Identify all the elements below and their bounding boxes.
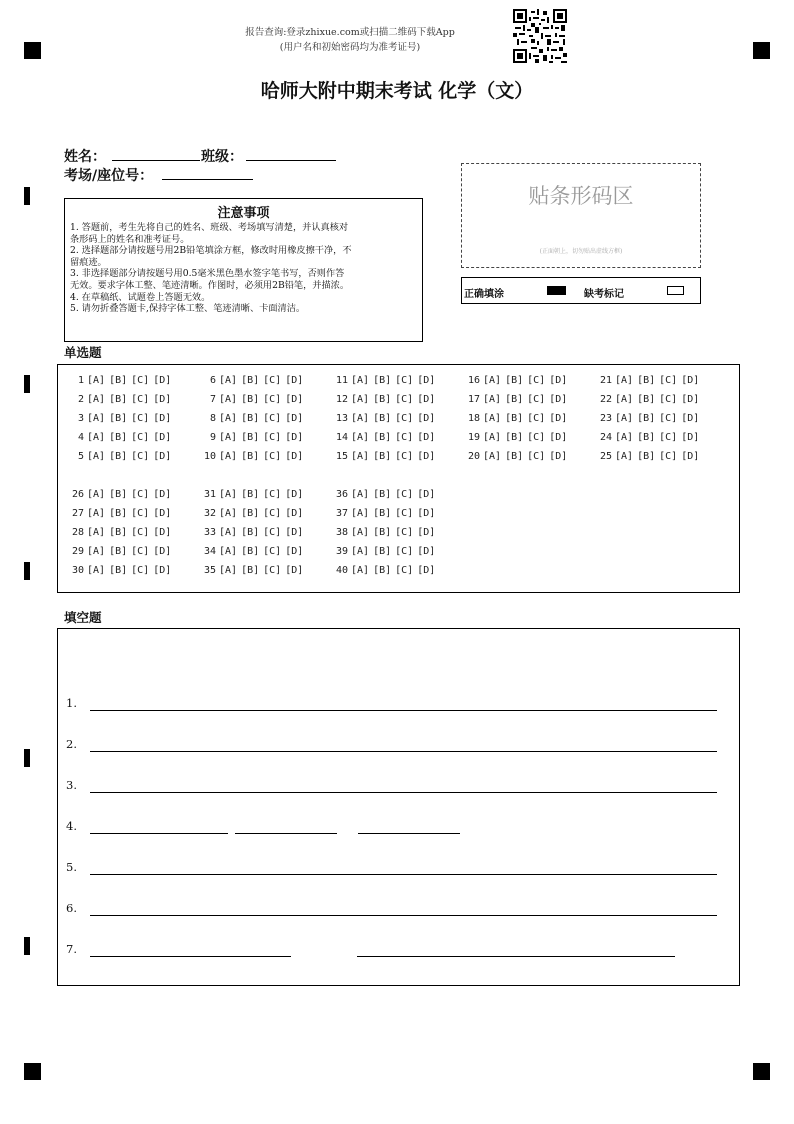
mc-section-title: 单选题 [64, 345, 102, 360]
answer-option-a[interactable]: [A] [483, 432, 502, 443]
answer-option-b[interactable]: [B] [241, 546, 260, 557]
answer-option-a[interactable]: [A] [483, 375, 502, 386]
answer-option-a[interactable]: [A] [219, 508, 238, 519]
mc-question [462, 413, 571, 424]
answer-option-c[interactable]: [C] [131, 432, 150, 443]
answer-option-c[interactable]: [C] [395, 546, 414, 557]
answer-option-a[interactable]: [A] [219, 432, 238, 443]
answer-option-b[interactable]: [B] [109, 432, 128, 443]
answer-option-c[interactable]: [C] [395, 565, 414, 576]
answer-option-c[interactable]: [C] [527, 451, 546, 462]
answer-option-b[interactable]: [B] [637, 413, 656, 424]
answer-option-b[interactable]: [B] [109, 413, 128, 424]
answer-option-d[interactable]: [D] [681, 375, 700, 386]
answer-option-c[interactable]: [C] [263, 432, 282, 443]
mc-question [330, 451, 439, 462]
mc-question [198, 508, 307, 519]
answer-option-d[interactable]: [D] [417, 451, 436, 462]
answer-option-a[interactable]: [A] [615, 394, 634, 405]
name-label: 姓名： [64, 149, 106, 165]
answer-option-c[interactable]: [C] [263, 413, 282, 424]
answer-option-a[interactable]: [A] [87, 546, 106, 557]
mc-question [330, 375, 439, 386]
question-number: 15 [335, 451, 348, 462]
answer-option-d[interactable]: [D] [417, 394, 436, 405]
answer-option-a[interactable]: [A] [219, 375, 238, 386]
mc-question [198, 565, 307, 576]
answer-option-d[interactable]: [D] [417, 432, 436, 443]
answer-option-b[interactable]: [B] [373, 546, 392, 557]
answer-option-c[interactable]: [C] [659, 394, 678, 405]
answer-option-a[interactable]: [A] [87, 489, 106, 500]
answer-line[interactable] [90, 874, 717, 875]
answer-option-a[interactable]: [A] [351, 565, 370, 576]
timing-mark [24, 937, 30, 955]
answer-option-a[interactable]: [A] [219, 527, 238, 538]
answer-option-a[interactable]: [A] [87, 565, 106, 576]
answer-option-d[interactable]: [D] [681, 394, 700, 405]
mc-question [198, 375, 307, 386]
answer-option-b[interactable]: [B] [373, 565, 392, 576]
answer-option-d[interactable]: [D] [153, 451, 172, 462]
mc-question [594, 375, 703, 386]
answer-option-c[interactable]: [C] [131, 394, 150, 405]
answer-line[interactable] [90, 833, 228, 834]
answer-option-a[interactable]: [A] [351, 432, 370, 443]
barcode-title: 贴条形码区 [528, 184, 634, 208]
blank-number: 4. [66, 819, 77, 833]
blank-number: 3. [66, 778, 77, 792]
mc-question [66, 413, 175, 424]
mc-question [330, 432, 439, 443]
answer-option-a[interactable]: [A] [483, 451, 502, 462]
answer-option-d[interactable]: [D] [549, 432, 568, 443]
instruction-line: 无效。要求字体工整、笔迹清晰。作图时，必须用2B铅笔，并描浓。 [70, 279, 350, 291]
seat-label: 考场/座位号： [64, 168, 154, 184]
timing-mark [24, 749, 30, 767]
answer-option-b[interactable]: [B] [637, 451, 656, 462]
mc-question [330, 394, 439, 405]
answer-option-d[interactable]: [D] [285, 394, 304, 405]
answer-option-a[interactable]: [A] [351, 375, 370, 386]
qr-code-icon [513, 9, 567, 63]
question-number: 35 [203, 565, 216, 576]
instruction-line: 2. 选择题部分请按题号用2B铅笔填涂方框，修改时用橡皮擦干净，不 [70, 245, 352, 257]
answer-option-a[interactable]: [A] [219, 394, 238, 405]
absent-mark-checkbox[interactable] [667, 286, 684, 295]
answer-option-a[interactable]: [A] [87, 432, 106, 443]
answer-option-c[interactable]: [C] [131, 565, 150, 576]
answer-option-d[interactable]: [D] [153, 432, 172, 443]
answer-option-b[interactable]: [B] [109, 451, 128, 462]
mc-question [198, 489, 307, 500]
answer-option-c[interactable]: [C] [395, 432, 414, 443]
mc-question [198, 527, 307, 538]
answer-option-b[interactable]: [B] [373, 451, 392, 462]
barcode-subtitle: (正面朝上，切勿贴出虚线方框) [539, 248, 623, 255]
answer-option-a[interactable]: [A] [351, 394, 370, 405]
answer-option-d[interactable]: [D] [417, 527, 436, 538]
mc-question [330, 546, 439, 557]
answer-option-a[interactable]: [A] [615, 375, 634, 386]
answer-option-d[interactable]: [D] [417, 546, 436, 557]
correct-fill-label: 正确填涂 [464, 289, 504, 300]
answer-option-a[interactable]: [A] [87, 508, 106, 519]
answer-option-c[interactable]: [C] [131, 375, 150, 386]
mc-question [66, 432, 175, 443]
mc-question [594, 394, 703, 405]
question-number: 6 [209, 375, 216, 386]
answer-option-b[interactable]: [B] [241, 451, 260, 462]
answer-option-a[interactable]: [A] [219, 451, 238, 462]
mc-question [66, 508, 175, 519]
answer-option-a[interactable]: [A] [483, 394, 502, 405]
answer-option-c[interactable]: [C] [659, 451, 678, 462]
answer-option-d[interactable]: [D] [681, 413, 700, 424]
answer-line[interactable] [90, 956, 291, 957]
answer-line[interactable] [357, 956, 675, 957]
answer-option-c[interactable]: [C] [395, 394, 414, 405]
answer-option-c[interactable]: [C] [263, 565, 282, 576]
answer-option-b[interactable]: [B] [109, 375, 128, 386]
timing-mark [24, 375, 30, 393]
absent-mark-label: 缺考标记 [584, 289, 624, 300]
answer-option-d[interactable]: [D] [417, 508, 436, 519]
question-number: 29 [71, 546, 84, 557]
answer-option-a[interactable]: [A] [351, 489, 370, 500]
mc-question [594, 413, 703, 424]
answer-option-c[interactable]: [C] [659, 432, 678, 443]
answer-option-d[interactable]: [D] [153, 546, 172, 557]
question-number: 22 [599, 394, 612, 405]
answer-option-d[interactable]: [D] [285, 546, 304, 557]
question-number: 32 [203, 508, 216, 519]
answer-option-d[interactable]: [D] [285, 489, 304, 500]
answer-line[interactable] [90, 751, 717, 752]
question-number: 3 [77, 413, 84, 424]
registration-mark [753, 1063, 770, 1080]
instruction-line: 留痕迹。 [70, 256, 107, 268]
answer-option-b[interactable]: [B] [373, 375, 392, 386]
answer-option-b[interactable]: [B] [241, 375, 260, 386]
answer-line[interactable] [90, 792, 717, 793]
question-number: 1 [77, 375, 84, 386]
question-number: 39 [335, 546, 348, 557]
mc-question [66, 451, 175, 462]
answer-option-a[interactable]: [A] [87, 451, 106, 462]
question-number: 21 [599, 375, 612, 386]
answer-line[interactable] [235, 833, 337, 834]
question-number: 18 [467, 413, 480, 424]
login-hint-text: (用户名和初始密码均为准考证号) [279, 42, 421, 53]
registration-mark [24, 1063, 41, 1080]
fill-section-title: 填空题 [64, 610, 102, 625]
exam-title: 哈师大附中期末考试 化学（文） [260, 80, 534, 102]
answer-option-a[interactable]: [A] [219, 413, 238, 424]
answer-option-a[interactable]: [A] [615, 432, 634, 443]
answer-option-a[interactable]: [A] [615, 451, 634, 462]
answer-option-d[interactable]: [D] [285, 451, 304, 462]
answer-option-d[interactable]: [D] [153, 413, 172, 424]
mc-question [462, 375, 571, 386]
answer-option-c[interactable]: [C] [395, 413, 414, 424]
mc-question [330, 413, 439, 424]
answer-option-c[interactable]: [C] [527, 394, 546, 405]
answer-option-c[interactable]: [C] [263, 527, 282, 538]
answer-option-b[interactable]: [B] [373, 508, 392, 519]
answer-option-a[interactable]: [A] [87, 527, 106, 538]
instructions-title: 注意事项 [217, 206, 270, 221]
answer-option-d[interactable]: [D] [681, 432, 700, 443]
fill-answer-box [57, 628, 740, 986]
answer-option-c[interactable]: [C] [395, 489, 414, 500]
answer-option-b[interactable]: [B] [109, 489, 128, 500]
answer-option-c[interactable]: [C] [263, 451, 282, 462]
answer-option-a[interactable]: [A] [219, 489, 238, 500]
question-number: 2 [77, 394, 84, 405]
answer-option-c[interactable]: [C] [131, 451, 150, 462]
question-number: 10 [203, 451, 216, 462]
answer-option-c[interactable]: [C] [527, 413, 546, 424]
question-number: 4 [77, 432, 84, 443]
answer-option-a[interactable]: [A] [615, 413, 634, 424]
question-number: 31 [203, 489, 216, 500]
blank-number: 2. [66, 737, 77, 751]
answer-option-d[interactable]: [D] [285, 565, 304, 576]
answer-option-b[interactable]: [B] [505, 413, 524, 424]
class-field[interactable] [246, 160, 336, 161]
answer-option-c[interactable]: [C] [131, 413, 150, 424]
question-number: 16 [467, 375, 480, 386]
answer-option-c[interactable]: [C] [395, 508, 414, 519]
question-number: 38 [335, 527, 348, 538]
answer-option-c[interactable]: [C] [131, 489, 150, 500]
answer-option-d[interactable]: [D] [417, 489, 436, 500]
mc-question [330, 565, 439, 576]
mc-question [198, 432, 307, 443]
question-number: 13 [335, 413, 348, 424]
answer-option-d[interactable]: [D] [417, 413, 436, 424]
answer-option-a[interactable]: [A] [219, 565, 238, 576]
answer-option-b[interactable]: [B] [373, 489, 392, 500]
answer-option-d[interactable]: [D] [285, 432, 304, 443]
answer-option-b[interactable]: [B] [637, 432, 656, 443]
instruction-line: 5. 请勿折叠答题卡,保持字体工整、笔迹清晰、卡面清洁。 [70, 303, 306, 315]
answer-option-b[interactable]: [B] [373, 394, 392, 405]
answer-option-b[interactable]: [B] [637, 375, 656, 386]
mc-question [198, 451, 307, 462]
answer-option-c[interactable]: [C] [659, 375, 678, 386]
instruction-line: 1. 答题前，考生先将自己的姓名、班级、考场填写清楚，并认真核对 [70, 222, 349, 233]
answer-option-b[interactable]: [B] [241, 527, 260, 538]
answer-option-b[interactable]: [B] [241, 394, 260, 405]
answer-option-d[interactable]: [D] [285, 413, 304, 424]
mc-question [198, 413, 307, 424]
answer-option-a[interactable]: [A] [87, 394, 106, 405]
answer-line[interactable] [90, 915, 717, 916]
answer-option-b[interactable]: [B] [241, 432, 260, 443]
answer-option-b[interactable]: [B] [241, 565, 260, 576]
blank-number: 6. [66, 901, 77, 915]
answer-option-c[interactable]: [C] [131, 508, 150, 519]
answer-option-a[interactable]: [A] [351, 413, 370, 424]
answer-option-c[interactable]: [C] [263, 375, 282, 386]
question-number: 36 [335, 489, 348, 500]
registration-mark [753, 42, 770, 59]
question-number: 33 [203, 527, 216, 538]
answer-option-c[interactable]: [C] [263, 394, 282, 405]
answer-line[interactable] [358, 833, 460, 834]
answer-option-c[interactable]: [C] [263, 546, 282, 557]
mc-question [462, 394, 571, 405]
mc-question [462, 451, 571, 462]
mc-question [330, 508, 439, 519]
answer-option-b[interactable]: [B] [109, 508, 128, 519]
blank-number: 5. [66, 860, 77, 874]
mc-question [594, 451, 703, 462]
answer-option-b[interactable]: [B] [109, 527, 128, 538]
answer-option-d[interactable]: [D] [153, 375, 172, 386]
answer-option-c[interactable]: [C] [131, 527, 150, 538]
mc-question [66, 375, 175, 386]
mc-question [66, 565, 175, 576]
question-number: 23 [599, 413, 612, 424]
answer-option-d[interactable]: [D] [153, 394, 172, 405]
blank-number: 1. [66, 696, 77, 710]
correct-fill-sample [547, 286, 566, 295]
answer-option-d[interactable]: [D] [417, 565, 436, 576]
answer-option-d[interactable]: [D] [153, 565, 172, 576]
answer-option-b[interactable]: [B] [373, 413, 392, 424]
answer-option-b[interactable]: [B] [505, 451, 524, 462]
answer-option-d[interactable]: [D] [153, 508, 172, 519]
answer-option-a[interactable]: [A] [351, 508, 370, 519]
answer-option-a[interactable]: [A] [87, 413, 106, 424]
answer-option-d[interactable]: [D] [549, 413, 568, 424]
answer-option-b[interactable]: [B] [505, 375, 524, 386]
report-query-text: 报告查询:登录zhixue.com或扫描二维码下载App [245, 27, 455, 38]
answer-option-c[interactable]: [C] [263, 508, 282, 519]
answer-option-d[interactable]: [D] [549, 394, 568, 405]
question-number: 20 [467, 451, 480, 462]
answer-option-c[interactable]: [C] [659, 413, 678, 424]
answer-option-a[interactable]: [A] [351, 451, 370, 462]
name-field[interactable] [112, 160, 200, 161]
fill-legend [461, 277, 701, 304]
mc-answer-box [57, 364, 740, 593]
answer-option-b[interactable]: [B] [109, 394, 128, 405]
answer-option-d[interactable]: [D] [285, 508, 304, 519]
mc-question [330, 489, 439, 500]
question-number: 8 [209, 413, 216, 424]
instruction-line: 条形码上的姓名和准考证号。 [70, 233, 190, 245]
timing-mark [24, 187, 30, 205]
answer-option-c[interactable]: [C] [395, 375, 414, 386]
answer-option-d[interactable]: [D] [153, 527, 172, 538]
answer-line[interactable] [90, 710, 717, 711]
mc-question [594, 432, 703, 443]
question-number: 19 [467, 432, 480, 443]
answer-option-a[interactable]: [A] [87, 375, 106, 386]
answer-option-d[interactable]: [D] [549, 451, 568, 462]
answer-option-b[interactable]: [B] [373, 432, 392, 443]
answer-option-b[interactable]: [B] [109, 546, 128, 557]
seat-field[interactable] [162, 179, 253, 180]
registration-mark [24, 42, 41, 59]
question-number: 12 [335, 394, 348, 405]
answer-option-c[interactable]: [C] [131, 546, 150, 557]
answer-option-d[interactable]: [D] [549, 375, 568, 386]
answer-option-d[interactable]: [D] [417, 375, 436, 386]
mc-question [198, 546, 307, 557]
mc-question [66, 546, 175, 557]
question-number: 17 [467, 394, 480, 405]
answer-option-d[interactable]: [D] [285, 375, 304, 386]
question-number: 24 [599, 432, 612, 443]
question-number: 7 [209, 394, 216, 405]
answer-option-b[interactable]: [B] [637, 394, 656, 405]
answer-option-b[interactable]: [B] [505, 432, 524, 443]
answer-option-d[interactable]: [D] [153, 489, 172, 500]
question-number: 25 [599, 451, 612, 462]
question-number: 40 [335, 565, 348, 576]
blank-number: 7. [66, 942, 77, 956]
class-label: 班级： [201, 149, 243, 165]
question-number: 27 [71, 508, 84, 519]
instructions-box [64, 198, 423, 342]
question-number: 26 [71, 489, 84, 500]
answer-option-c[interactable]: [C] [263, 489, 282, 500]
mc-question [66, 394, 175, 405]
answer-option-b[interactable]: [B] [241, 489, 260, 500]
question-number: 34 [203, 546, 216, 557]
question-number: 5 [77, 451, 84, 462]
answer-option-c[interactable]: [C] [527, 432, 546, 443]
question-number: 9 [209, 432, 216, 443]
instruction-line: 4. 在草稿纸、试题卷上答题无效。 [70, 291, 211, 303]
answer-option-b[interactable]: [B] [241, 413, 260, 424]
mc-question [198, 394, 307, 405]
answer-option-a[interactable]: [A] [219, 546, 238, 557]
mc-question [66, 527, 175, 538]
question-number: 30 [71, 565, 84, 576]
question-number: 14 [335, 432, 348, 443]
question-number: 28 [71, 527, 84, 538]
timing-mark [24, 562, 30, 580]
mc-question [462, 432, 571, 443]
question-number: 11 [335, 375, 348, 386]
answer-option-b[interactable]: [B] [373, 527, 392, 538]
mc-question [330, 527, 439, 538]
answer-option-d[interactable]: [D] [681, 451, 700, 462]
answer-option-c[interactable]: [C] [527, 375, 546, 386]
answer-option-b[interactable]: [B] [505, 394, 524, 405]
answer-option-b[interactable]: [B] [241, 508, 260, 519]
answer-option-b[interactable]: [B] [109, 565, 128, 576]
question-number: 37 [335, 508, 348, 519]
answer-option-a[interactable]: [A] [483, 413, 502, 424]
mc-question [66, 489, 175, 500]
answer-option-d[interactable]: [D] [285, 527, 304, 538]
barcode-area[interactable] [461, 163, 701, 268]
answer-option-c[interactable]: [C] [395, 451, 414, 462]
answer-option-a[interactable]: [A] [351, 527, 370, 538]
answer-option-a[interactable]: [A] [351, 546, 370, 557]
answer-option-c[interactable]: [C] [395, 527, 414, 538]
instruction-line: 3. 非选择题部分请按题号用0.5毫米黑色墨水签字笔书写，否则作答 [70, 268, 345, 280]
